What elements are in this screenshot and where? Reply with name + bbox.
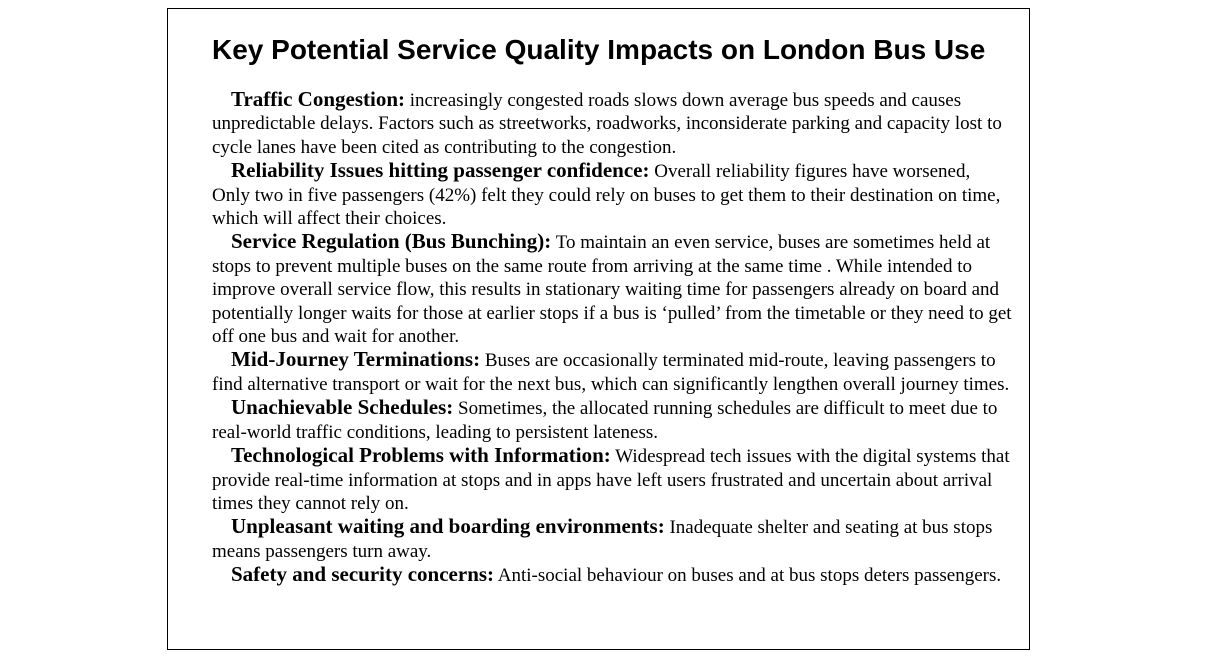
impact-item-text: increasingly congested roads slows down average bus speeds and causes unpredictable delays. Factors such as streetworks, roadworks, inconsiderate parking and capacity lost to cycle lanes have been cited as contributing to the congestion.	[212, 90, 1002, 158]
impact-item-text: Overall reliability figures have worsened, Only two in five passengers (42%) felt they could rely on buses to get them to their destination on time, which will affect their choices.	[212, 161, 1001, 230]
document-body	[212, 88, 1012, 588]
document-title: Key Potential Service Quality Impacts on London Bus Use	[212, 34, 986, 65]
impact-item-heading: Unpleasant waiting and boarding environments:	[231, 514, 665, 539]
impact-item-text: Widespread tech issues with the digital systems that provide real-time information at stops and in apps have left users frustrated and uncertain about arrival times they cannot rely on.	[212, 446, 1010, 514]
impact-item-heading: Safety and security concerns:	[231, 562, 495, 587]
impact-item-service-regulation	[212, 230, 1012, 348]
impact-item-heading: Service Regulation (Bus Bunching):	[231, 229, 552, 254]
impact-item-heading: Unachievable Schedules:	[231, 395, 454, 420]
impact-item-text: Buses are occasionally terminated mid-route, leaving passengers to find alternative transport or wait for the next bus, which can significantly lengthen overall journey times.	[212, 350, 1010, 395]
impact-item-unachievable-schedules	[212, 396, 1012, 444]
impact-item-heading: Traffic Congestion:	[231, 87, 405, 111]
impact-item-heading: Reliability Issues hitting passenger confidence:	[231, 158, 650, 183]
impact-item-heading: Mid-Journey Terminations:	[231, 347, 481, 372]
impact-item-safety-security	[212, 563, 1012, 587]
impact-item-text: To maintain an even service, buses are sometimes held at stops to prevent multiple buses on the same route from arriving at the same time . While intended to improve overall service flow, this results in stationary waiting time for passengers already on board and potentially longer waits for those at earlier stops if a bus is ‘pulled’ from the timetable or they need to get off one bus and wait for another.	[212, 232, 1012, 348]
impact-item-mid-journey-terminations	[212, 348, 1012, 396]
impact-item-technological-problems	[212, 444, 1012, 515]
impact-item-unpleasant-environments	[212, 515, 1012, 563]
impact-item-text: Sometimes, the allocated running schedules are difficult to meet due to real-world traffic conditions, leading to persistent lateness.	[212, 398, 998, 443]
impact-item-heading: Technological Problems with Information:	[231, 443, 611, 468]
impact-item-reliability-issues	[212, 159, 1012, 230]
impact-item-text: Inadequate shelter and seating at bus stops means passengers turn away.	[212, 517, 993, 562]
impact-item-traffic-congestion	[212, 88, 1012, 159]
impact-item-text: Anti-social behaviour on buses and at bus stops deters passengers.	[494, 565, 1002, 587]
